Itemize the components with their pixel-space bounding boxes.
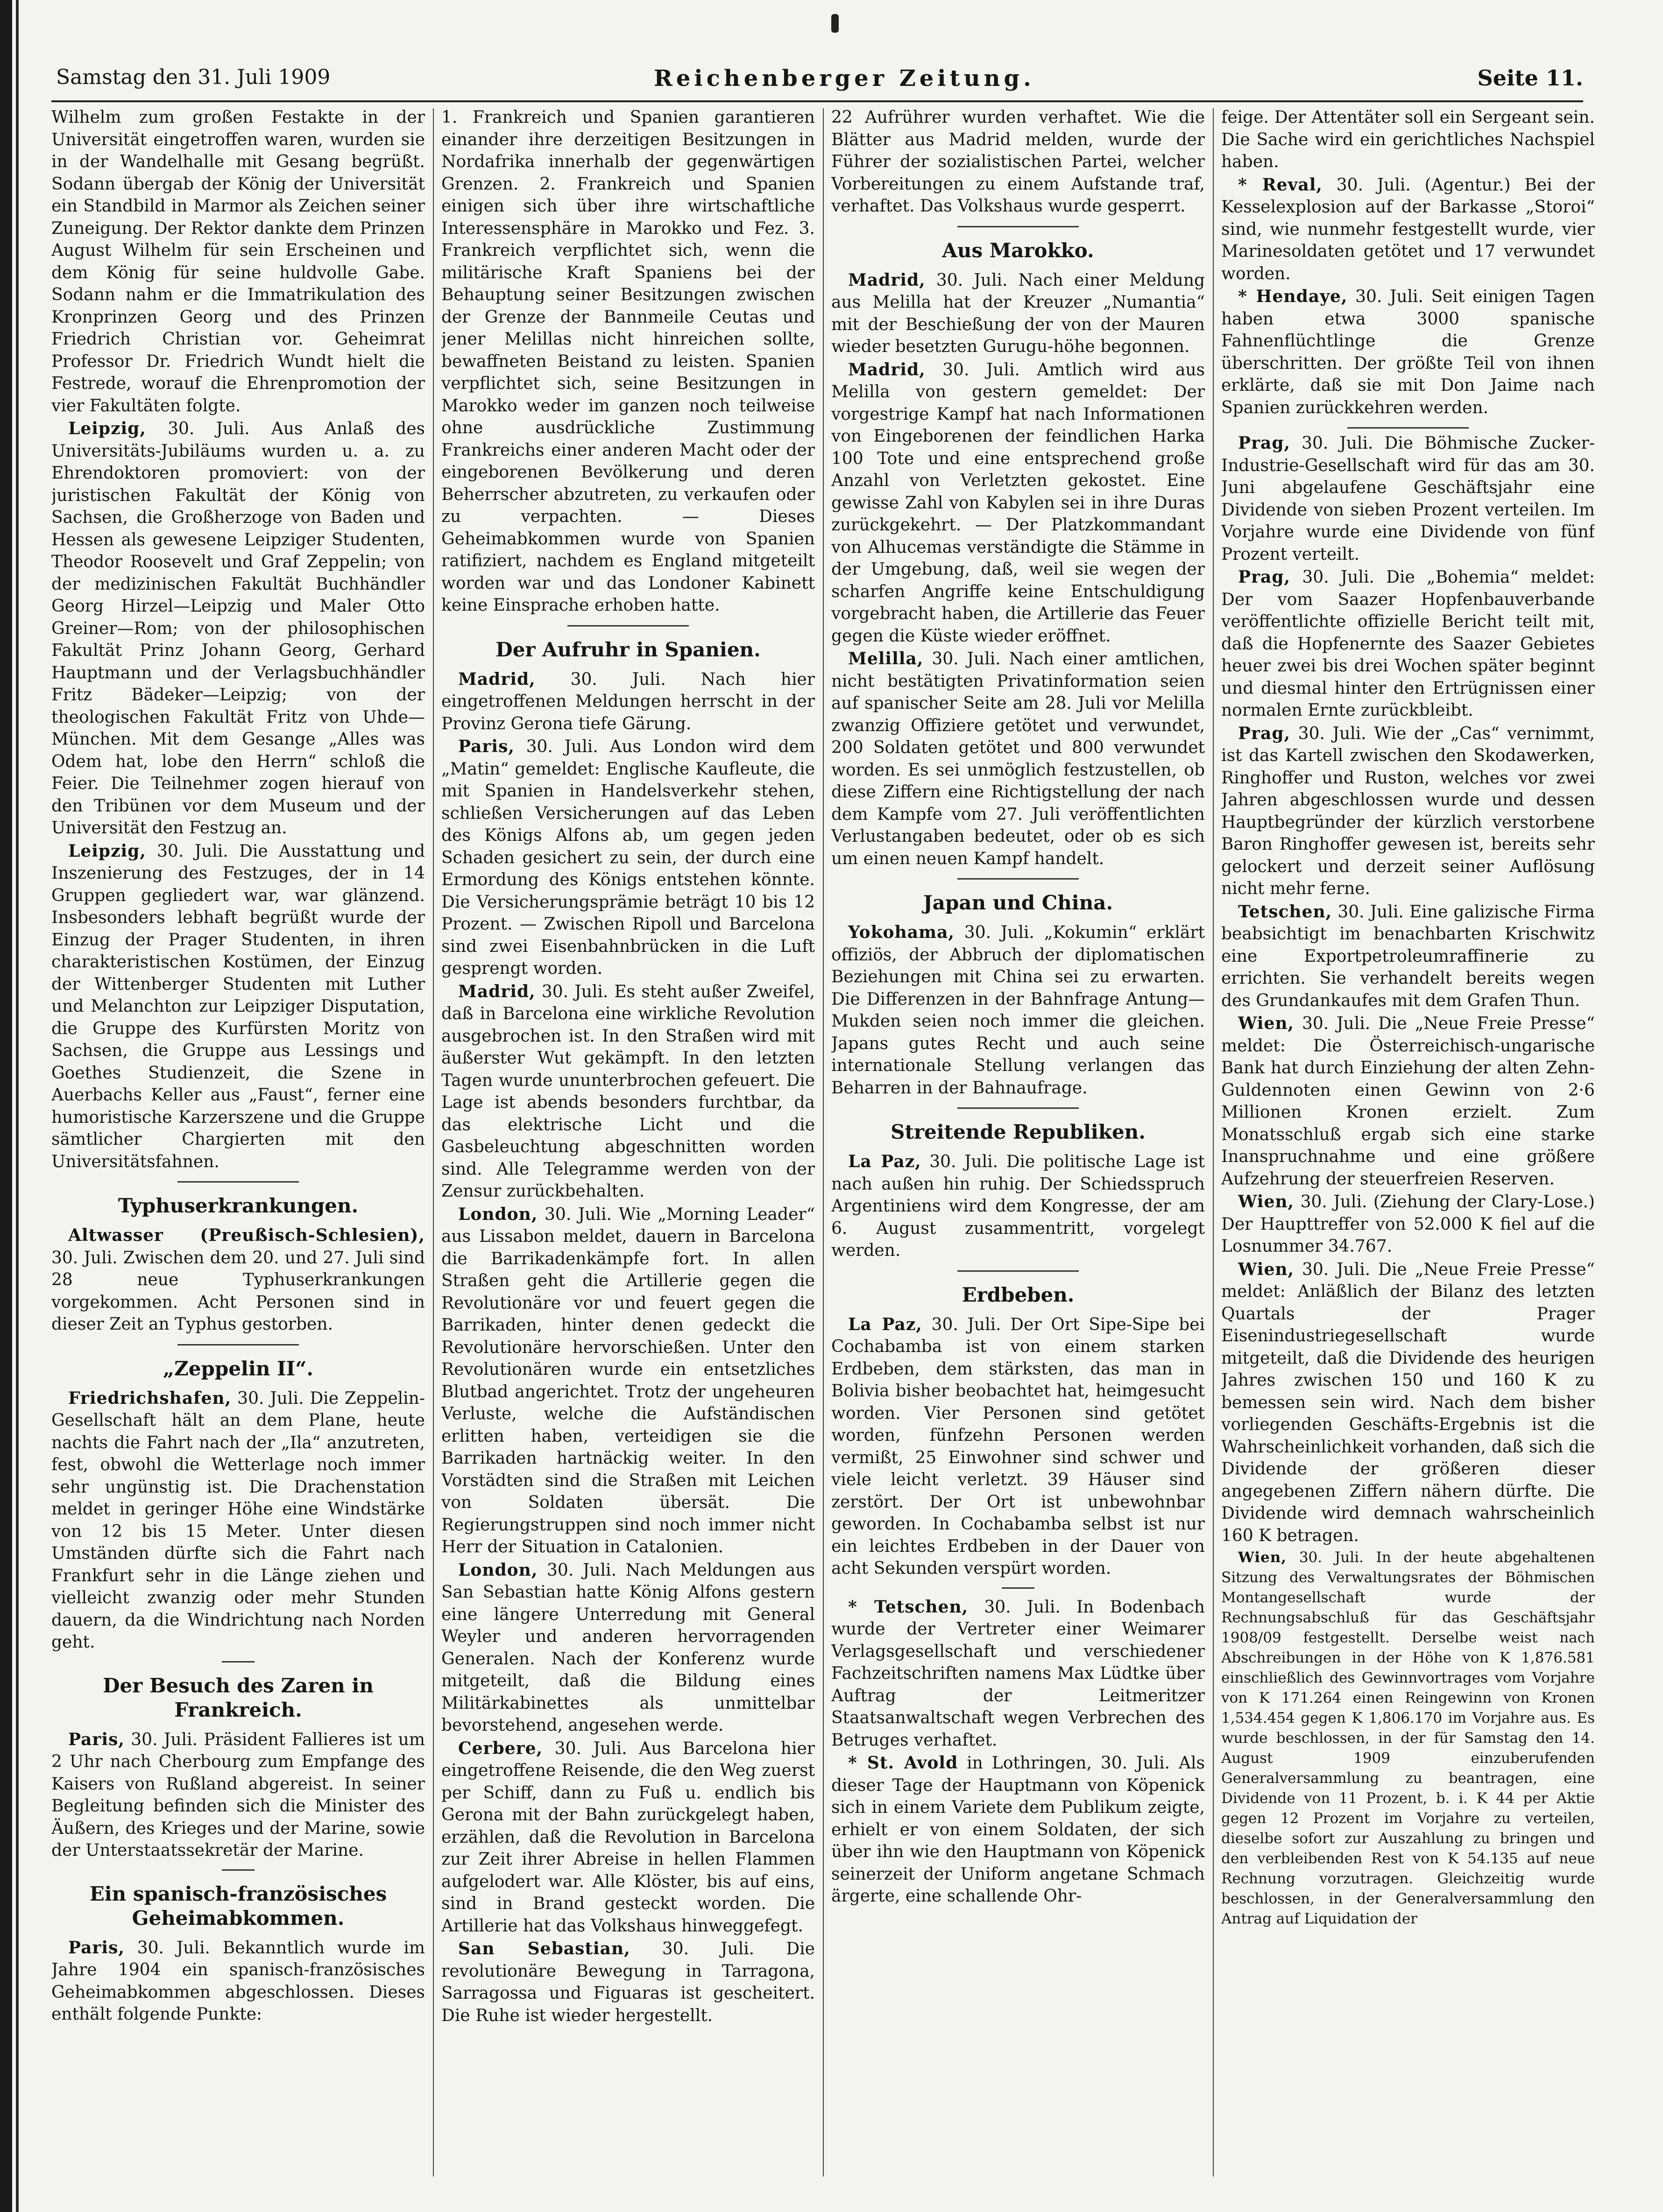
paragraph-text: 30. Juli. In der heute abgehaltenen Sitzung des Verwaltungsrates der Böhmischen Montangesellschaft wurde der Rechnungsabschluß für das Geschäftsjahr 1908/09 festgestellt. Derselbe weist nach Abschreibungen in der Höhe von K 1,876.581 einschließlich des Gewinnvortrages vom Vorjahre von K 171.264 einen Reingewinn von Kronen 1,534.454 gegen K 1,806.170 im Vorjahre aus. Es wurde beschlossen, in der für Samstag den 14. August 1909 einzuberufenden Generalversammlung zu beantragen, eine Dividende von 11 Prozent, b. i. K 44 per Aktie gegen 12 Prozent im Vorjahre zu verteilen, dieselbe sofort zur Auszahlung zu bringen und den verbleibenden Rest von K 54.135 auf neue Rechnung vorzutragen. Gleichzeitig wurde beschlossen, in der Generalversammlung den Antrag auf Liquidation der (1221, 1549, 1595, 1927)
dateline-place: Paris, (68, 1937, 125, 1958)
column-1 (51, 106, 425, 2179)
paragraph-text: 30. Juli. Aus Anlaß des Universitäts-Jubiläums wurden u. a. zu Ehrendoktoren promoviert: von der juristischen Fakultät der König von Sachsen, die Großherzoge von Baden und Hessen als gewesene Leipziger Studenten, Theodor Roosevelt und Graf Zeppelin; von der medizinischen Fakultät Buchhändler Georg Hirzel—Leipzig und Maler Otto Greiner—Rom; von der philosophischen Fakultät Prinz Johann Georg, Gerhard Hauptmann und der Verlagsbuchhändler Fritz Bädeker—Leipzig; von der theologischen Fakultät Fritz von Uhde—München. Mit dem Gesange „Alles was Odem hat, lobe den Herrn“ schloß die Feier. Die Teilnehmer zogen hierauf von den Tribünen vor dem Museum und der Universität den Festzug an. (51, 419, 425, 838)
paragraph-text: 30. Juli. Seit einigen Tagen haben etwa 3000 spanische Fahnenflüchtlinge die Grenze überschritten. Der größte Teil von ihnen erklärte, daß sie mit Don Jaime nach Spanien zurückkehren werden. (1221, 287, 1595, 417)
dateline-place: La Paz, (848, 1152, 921, 1171)
article-paragraph (441, 981, 815, 1203)
column-2 (441, 106, 815, 2179)
dateline-place: Wien, (1238, 1192, 1295, 1212)
dateline-place: Prag, (1238, 433, 1291, 453)
page-number: Seite 11. (1477, 65, 1583, 91)
paragraph-text: 30. Juli. Die „Bohemia“ meldet: Der vom Saazer Hopfenbauverbande veröffentlichte offizielle Bericht teilt mit, daß die Hopfenernte des Saazer Gebietes heuer zwei bis drei Wochen später beginnt und diesmal hinter den Ertrügnissen einer normalen Ernte zurückbleibt. (1221, 568, 1595, 720)
article-paragraph (441, 1204, 815, 1558)
article-paragraph (831, 922, 1205, 1099)
article-paragraph (441, 736, 815, 980)
paragraph-text: 30. Juli. (Ziehung der Clary-Lose.) Der Haupttreffer von 52.000 K fiel auf die Losnummer 34.767. (1221, 1192, 1595, 1256)
paragraph-text: 30. Juli. Der Ort Sipe-Sipe bei Cochabamba ist von einem starken Erdbeben, dem stärksten, das man in Bolivia bisher beobachtet hat, heimgesucht worden. Vier Personen sind getötet worden, fünfzehn Personen werden vermißt, 25 Einwohner sind schwer und viele leicht verletzt. 39 Häuser sind zerstört. Der Ort ist unbewohnbar geworden. In Cochabamba selbst ist nur ein leichtes Erdbeben in der Dauer von acht Sekunden verspürt worden. (831, 1315, 1205, 1578)
article-paragraph (1221, 432, 1595, 565)
dateline-place: Tetschen, (1238, 902, 1332, 922)
paragraph-text: 30. Juli. Zwischen dem 20. und 27. Juli sind 28 neue Typhuserkrankungen vorgekommen. Acht Personen sind in dieser Zeit an Typhus gestorben. (51, 1248, 425, 1334)
section-rule (957, 878, 1079, 880)
article-paragraph (831, 1752, 1205, 1908)
paragraph-text: 30. Juli. (Agentur.) Bei der Kesselexplosion auf der Barkasse „Storoi“ sind, wie nunmehr festgestellt wurde, vier Marinesoldaten getötet und 17 verwundet worden. (1221, 175, 1595, 283)
header-date: Samstag den 31. Juli 1909 (56, 65, 331, 89)
paragraph-text: 30. Juli. Die „Neue Freie Presse“ meldet: Anläßlich der Bilanz des letzten Quartals der Prager Eisenindustriegesellschaft wurde mitgeteilt, daß die Dividende des heurigen Jahres zwischen 150 und 160 K zu bemessen sein wird. Nach dem bisher vorliegenden Geschäfts-Ergebnis ist die Wahrscheinlichkeit vorhanden, daß sich die Dividende der größeren dieser angegebenen Ziffern nähern dürfte. Die Dividende wird demnach wahrscheinlich 160 K betragen. (1221, 1260, 1595, 1545)
article-paragraph (51, 106, 425, 417)
item-separator (222, 1869, 255, 1871)
article-paragraph (831, 106, 1205, 218)
article-paragraph (51, 418, 425, 839)
scan-edge-line (16, 0, 19, 2212)
article-paragraph (1221, 1013, 1595, 1190)
paragraph-text: 30. Juli. Aus London wird dem „Matin“ gemeldet: Englische Kaufleute, die mit Spanien in Handelsverkehr stehen, schließen Versicherungen auf das Leben des Königs Alfons ab, um gegen jeden Schaden gesichert zu sein, der durch eine Ermordung des Königs entstehen könnte. Die Versicherungsprämie beträgt 10 bis 12 Prozent. — Zwischen Ripoll und Barcelona sind zwei Eisenbahnbrücken in die Luft gesprengt worden. (441, 737, 815, 978)
header-rule (51, 100, 1583, 102)
column-divider (433, 108, 434, 2177)
paragraph-text: 30. Juli. Nach Meldungen aus San Sebastian hatte König Alfons gestern eine längere Unterredung mit General Weyler und anderen hervorragenden Generalen. Nach der Konferenz wurde mitgeteilt, daß die Bildung eines Militärkabinettes als unmittelbar bevorstehend, angesehen werde. (441, 1560, 815, 1735)
article-paragraph (1221, 174, 1595, 285)
scan-edge (0, 0, 12, 2212)
section-rule (177, 1344, 299, 1346)
paragraph-text: 30. Juli. Wie „Morning Leader“ aus Lissabon meldet, dauern in Barcelona die Barrikadenkämpfe fort. In allen Straßen geht die Artillerie gegen die Revolutionäre vor und feuert gegen die Barrikaden, hinter denen gedeckt die Revolutionäre hervorschießen. Unter den Revolutionären wurde ein entsetzliches Blutbad angerichtet. Trotz der ungeheuren Verluste, welche die Aufständischen erlitten haben, verteidigen sie die Barrikaden hartnäckig weiter. In den Vorstädten sind die Straßen mit Leichen von Soldaten übersät. Die Regierungstruppen sind noch immer nicht Herr der Situation in Catalonien. (441, 1205, 815, 1557)
article-paragraph (1221, 723, 1595, 900)
item-separator (1002, 1587, 1034, 1589)
dateline-place: * Hendaye, (1238, 287, 1348, 306)
dateline-place: Friedrichshafen, (68, 1388, 232, 1408)
dateline-place: Altwasser (Preußisch-Schlesien), (68, 1226, 425, 1245)
dateline-place: Leipzig, (68, 841, 146, 861)
section-rule (567, 625, 689, 627)
article-paragraph (831, 648, 1205, 870)
article-paragraph (441, 1738, 815, 1937)
paragraph-text: 30. Juli. Wie der „Cas“ vernimmt, ist das Kartell zwischen den Skodawerken, Ringhoffer und Ruston, welches vor zwei Jahren abgeschlossen wurde und dessen Hauptbegründer der kürzlich verstorbene Baron Ringhoffer gewesen ist, bereits sehr gelockert und derzeit seiner Auflösung nicht mehr ferne. (1221, 724, 1595, 898)
section-heading: Aus Marokko. (942, 239, 1094, 262)
column-divider (823, 108, 824, 2177)
column-3 (831, 106, 1205, 2179)
section-rule (1347, 427, 1469, 429)
dateline-place: Cerbere, (458, 1738, 543, 1758)
paragraph-text: 30. Juli. Aus Barcelona hier eingetroffene Reisende, die den Weg zuerst per Schiff, dann zu Fuß u. endlich bis Gerona mit der Bahn zurückgelegt haben, erzählen, daß die Revolution in Barcelona zur Zeit ihrer Abreise in hellen Flammen aufgelodert war. Alle Klöster, bis auf eins, sind in Brand gesteckt worden. Die Artillerie hat das Volkshaus hinweggefegt. (441, 1739, 815, 1936)
dateline-place: London, (458, 1204, 538, 1224)
dateline-place: Prag, (1238, 567, 1291, 587)
dateline-place: Paris, (68, 1729, 125, 1749)
paragraph-text: 30. Juli. Bekanntlich wurde im Jahre 1904 ein spanisch-französisches Geheimabkommen abgeschlossen. Dieses enthält folgende Punkte: (51, 1938, 425, 2024)
section-heading: Ein spanisch-französisches Geheimabkommen. (89, 1882, 387, 1930)
section-rule (177, 1181, 299, 1183)
paragraph-text: 30. Juli. Eine galizische Firma beabsichtigt im benachbarten Krischwitz eine Exportpetroleumraffinerie zu errichten. Sie verhandelt bereits wegen des Grundankaufes mit dem Grafen Thun. (1221, 902, 1595, 1010)
article-paragraph (831, 359, 1205, 648)
dateline-place: * Reval, (1238, 175, 1323, 195)
paragraph-text: 30. Juli. Die Böhmische Zucker-Industrie-Gesellschaft wird für das am 30. Juni abgelaufene Geschäftsjahr eine Dividende von sieben Prozent verteilen. Im Vorjahre wurde eine Dividende von fünf Prozent verteilt. (1221, 434, 1595, 564)
dateline-place: Prag, (1238, 723, 1291, 743)
dateline-place: Madrid, (848, 359, 926, 380)
paragraph-text: Wilhelm zum großen Festakte in der Universität eingetroffen waren, wurden sie in der Wandelhalle mit Gesang begrüßt. Sodann übergab der König der Universität ein Standbild in Marmor als Zeichen seiner Zuneigung. Der Rektor dankte dem Prinzen August Wilhelm für sein Erscheinen und dem König für seine huldvolle Gabe. Sodann nahm er die Immatrikulation des Kronprinzen Georg und des Prinzen Friedrich Christian vor. Geheimrat Professor Dr. Friedrich Wundt hielt die Festrede, worauf die Ehrenpromotion der vier Fakultäten folgte. (51, 108, 425, 416)
dateline-place: Wien, (1238, 1549, 1287, 1566)
dateline-place: Madrid, (458, 981, 536, 1001)
section-heading: Der Besuch des Zaren in Frankreich. (103, 1674, 374, 1721)
paragraph-text: 22 Aufrührer wurden verhaftet. Wie die Blätter aus Madrid melden, wurde der Führer der sozialistischen Partei, welcher Vorbereitungen zu einem Aufstande traf, verhaftet. Das Volkshaus wurde gesperrt. (831, 108, 1205, 216)
article-paragraph (51, 1388, 425, 1654)
dateline-place: La Paz, (848, 1314, 922, 1334)
dateline-place: Madrid, (848, 270, 926, 290)
paragraph-text: 30. Juli. Die Ausstattung und Inszenierung des Festzuges, der in 14 Gruppen gegliedert war, war glänzend. Insbesonders lebhaft begrüßt wurde der Einzug der Prager Studenten, in ihren charakteristischen Kostümen, der Einzug der Wittenberger Studenten mit Luther und Melanchton zur Leipziger Disputation, die Gruppe des Kurfürsten Moritz von Sachsen, die Gruppe aus Lessings und Goethes Studienzeit, die Szene in Auerbachs Keller aus „Faust“, ferner eine humoristische Karzerszene und die Gruppe sämtlicher Chargierten mit den Universitätsfahnen. (51, 841, 425, 1171)
dateline-place: * St. Avold (848, 1753, 958, 1773)
article-paragraph (51, 1225, 425, 1336)
paragraph-text: 30. Juli. Nach einer Meldung aus Melilla hat der Kreuzer „Numantia“ mit der Beschießung der von der Mauren wieder besetzten Gurugu-höhe begonnen. (831, 270, 1205, 356)
dateline-place: Yokohama, (848, 923, 955, 942)
dateline-place: Melilla, (848, 649, 924, 669)
paragraph-text: 30. Juli. Die Zeppelin-Gesellschaft hält an dem Plane, heute nachts die Fahrt nach der „Ila“ anzutreten, fest, obwohl die Wetterlage noch immer sehr ungünstig ist. Die Drachenstation meldet in geringer Höhe eine Windstärke von 12 bis 15 Meter. Unter diesen Umständen dürfte sich die Fahrt nach Frankfurt sehr in die Länge ziehen und vielleicht zwanzig oder mehr Stunden dauern, da die Windrichtung nach Norden geht. (51, 1388, 425, 1652)
article-paragraph (1221, 901, 1595, 1012)
paragraph-text: 30. Juli. In Bodenbach wurde der Vertreter einer Weimarer Verlagsgesellschaft und verschiedener Fachzeitschriften namens Max Lüdtke über Auftrag der Leitmeritzer Staatsanwaltschaft wegen Verbrechen des Betruges verhaftet. (831, 1597, 1205, 1750)
paragraph-text: 30. Juli. Nach einer amtlichen, nicht bestätigten Privatinformation seien auf spanischer Seite am 28. Juli vor Melilla zwanzig Offiziere getötet und verwundet, 200 Soldaten getötet und 800 verwundet worden. Es sei unmöglich festzustellen, ob diese Ziffern eine Richtigstellung der nach dem Kampfe vom 27. Juli veröffentlichten Verlustangaben bedeutet, oder ob es sich um einen neuen Kampf handelt. (831, 649, 1205, 868)
article-paragraph (831, 1151, 1205, 1262)
section-heading: Japan und China. (923, 891, 1113, 914)
paragraph-text: 30. Juli. Die revolutionäre Bewegung in Tarragona, Sarragossa und Figuaras ist gescheitert. Die Ruhe ist wieder hergestellt. (441, 1939, 815, 2025)
article-paragraph (1221, 566, 1595, 722)
paragraph-text: 30. Juli. Es steht außer Zweifel, daß in Barcelona eine wirkliche Revolution ausgebrochen ist. In den Straßen wird mit äußerster Wut gekämpft. In den letzten Tagen wurde ununterbrochen gefeuert. Die Lage ist abends besonders furchtbar, da das elektrische Licht und die Gasbeleuchtung abgeschnitten worden sind. Alle Telegramme werden von der Zensur zurückbehalten. (441, 982, 815, 1201)
section-heading: Streitende Republiken. (891, 1120, 1146, 1143)
dateline-place: London, (458, 1560, 538, 1580)
section-heading: Erdbeben. (962, 1283, 1075, 1306)
paragraph-text: feige. Der Attentäter soll ein Sergeant sein. Die Sache wird ein gerichtliches Nachspiel haben. (1221, 108, 1595, 171)
article-paragraph (441, 1559, 815, 1737)
section-rule (957, 1270, 1079, 1272)
section-heading: Typhuserkrankungen. (118, 1194, 359, 1217)
dateline-place: Wien, (1238, 1014, 1295, 1033)
dateline-place: * Tetschen, (848, 1597, 969, 1617)
item-separator (222, 1661, 255, 1663)
section-rule (957, 226, 1079, 227)
article-paragraph (441, 106, 815, 617)
article-paragraph (441, 1938, 815, 2027)
dateline-place: Wien, (1238, 1259, 1295, 1279)
page-header (47, 65, 1588, 103)
paragraph-text: 30. Juli. Amtlich wird aus Melilla von gestern gemeldet: Der vorgestrige Kampf hat nach Informationen von Eingeborenen der feindlichen Harka 100 Tote und eine entsprechend große Anzahl von Verletzten gekostet. Eine gewisse Zahl von Kabylen sei in ihre Duras zurückgekehrt. — Der Platzkommandant von Alhucemas verständigte die Stämme in der Umgebung, daß, weil sie wegen der scharfen Angriffe keine Entschuldigung vorgebracht haben, die Artillerie das Feuer gegen die Küste wieder eröffnet. (831, 360, 1205, 646)
article-paragraph (831, 1596, 1205, 1752)
article-paragraph (1221, 1191, 1595, 1258)
article-paragraph (51, 1729, 425, 1862)
article-paragraph (441, 669, 815, 735)
column-divider (1213, 108, 1214, 2177)
article-paragraph (51, 840, 425, 1173)
section-rule (957, 1107, 1079, 1109)
ink-mark (831, 14, 839, 33)
article-paragraph (1221, 106, 1595, 173)
article-paragraph (1221, 1259, 1595, 1547)
paragraph-text: 30. Juli. „Kokumin“ erklärt offiziös, der Abbruch der diplomatischen Beziehungen mit China sei zu erwarten. Die Differenzen in der Bahnfrage Antung—Mukden seien noch immer die gleichen. Japans gutes Recht und auch seine internationale Stellung verlangen das Beharren in der Bahnaufrage. (831, 923, 1205, 1098)
dateline-place: Leipzig, (68, 419, 146, 438)
article-paragraph (1221, 1548, 1595, 1929)
dateline-place: Madrid, (458, 669, 536, 689)
paragraph-text: 1. Frankreich und Spanien garantieren einander ihre derzeitigen Besitzungen in Nordafrika innerhalb der gegenwärtigen Grenzen. 2. Frankreich und Spanien einigen sich über ihre wirtschaftliche Interessensphäre in Marokko und Fez. 3. Frankreich verpflichtet sich, wenn die militärische Kraft Spaniens bei der Behauptung seiner Besitzungen zwischen der Grenze der Bannmeile Ceutas und jener Melillas nicht hinreichen sollte, bewaffneten Beistand zu leisten. Spanien verpflichtet sich, seine Besitzungen in Marokko weder im ganzen noch teilweise ohne ausdrückliche Zustimmung Frankreichs einer anderen Macht oder der eingeborenen Bevölkerung und deren Beherrscher abzutreten, zu verkaufen oder zu verpachten. — Dieses Geheimabkommen wurde von Spanien ratifiziert, nachdem es England mitgeteilt worden war und das Londoner Kabinett keine Einsprache erhoben hatte. (441, 108, 815, 615)
paragraph-text: 30. Juli. Die „Neue Freie Presse“ meldet: Die Österreichisch-ungarische Bank hat durch Einziehung der alten Zehn-Guldennoten einen Gewinn von 2·6 Millionen Kronen erzielt. Zum Monatsschluß ergab sich eine starke Inanspruchnahme und eine größere Aufzehrung der steuerfreien Reserven. (1221, 1014, 1595, 1189)
dateline-place: San Sebastian, (458, 1939, 630, 1958)
article-paragraph (1221, 286, 1595, 419)
section-heading: „Zeppelin II“. (163, 1357, 314, 1380)
article-paragraph (831, 1314, 1205, 1580)
article-paragraph (831, 269, 1205, 358)
dateline-place: Paris, (458, 737, 515, 756)
paragraph-text: 30. Juli. Nach hier eingetroffenen Meldungen herrscht in der Provinz Gerona tiefe Gärung. (441, 669, 815, 733)
column-4 (1221, 106, 1595, 2179)
masthead: Reichenberger Zeitung. (654, 65, 1035, 92)
paragraph-text: 30. Juli. Die politische Lage ist nach außen hin ruhig. Der Schiedsspruch Argentiniens wird dem Kongresse, der am 6. August zusammentritt, vorgelegt werden. (831, 1152, 1205, 1260)
section-heading: Der Aufruhr in Spanien. (495, 638, 761, 661)
paragraph-text: in Lothringen, 30. Juli. Als dieser Tage der Hauptmann von Köpenick sich in einem Variete dem Publikum zeigte, erhielt er von einem Soldaten, der sich über ihn wie den Hauptmann von Köpenick seinerzeit der Uniform angetane Schmach ärgerte, eine schallende Ohr- (831, 1754, 1205, 1906)
paragraph-text: 30. Juli. Präsident Fallieres ist um 2 Uhr nach Cherbourg zum Empfange des Kaisers von Rußland abgereist. In seiner Begleitung befinden sich die Minister des Äußern, des Krieges und der Marine, sowie der Unterstaatssekretär der Marine. (51, 1730, 425, 1860)
article-paragraph (51, 1937, 425, 2026)
